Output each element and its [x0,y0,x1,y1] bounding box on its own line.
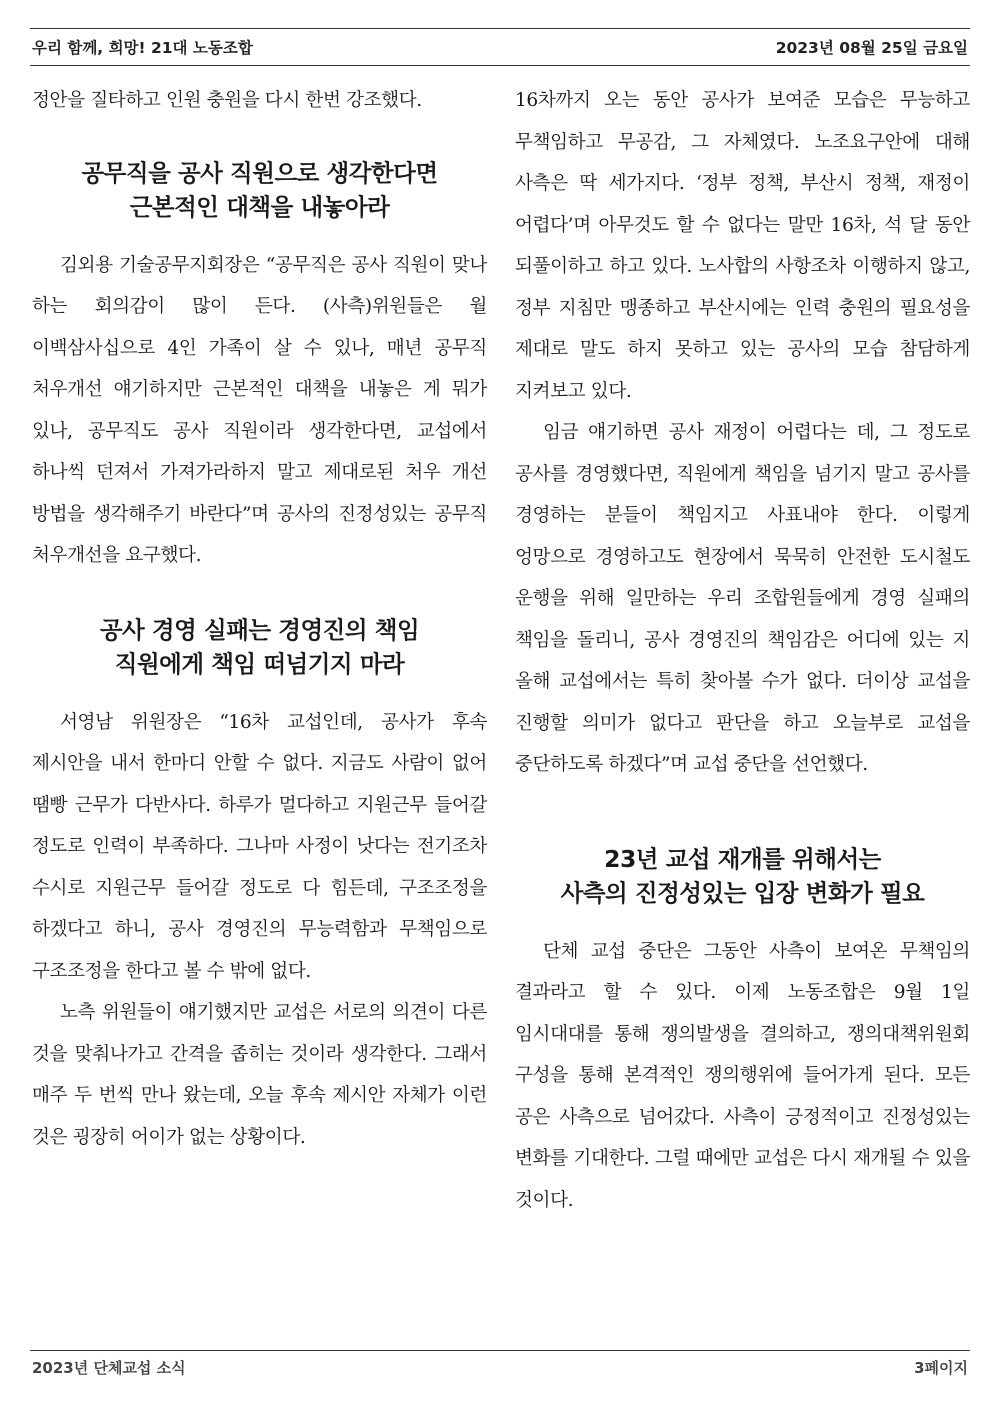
left-column [32,80,487,1350]
article-paragraph: 노측 위원들이 얘기했지만 교섭은 서로의 의견이 다른 것을 맞춰나가고 간격을 좁히는 것이라 생각한다. 그래서 매주 두 번씩 만나 왔는데, 오늘 후속 제시안 자체가 이런 것은 굉장히 어이가 없는 상황이다. [32,1002,487,1148]
heading-line: 23년 교섭 재개를 위해서는 [604,844,881,873]
section-heading-2 [32,613,487,681]
section-heading-1 [32,156,487,224]
article-paragraph: 김외용 기술공무지회장은 “공무직은 공사 직원이 맞나 하는 회의감이 많이 든다. (사측)위원들은 월 이백삼사십으로 4인 가족이 살 수 있나, 매년 공무직 처우개선 얘기하지만 근본적인 대책을 내놓은 게 뭐가 있나, 공무직도 공사 직원이라 생각한다면, 교섭에서 하나씩 던져서 가져가라하지 말고 제대로된 처우 개선 방법을 생각해주기 바란다”며 공사의 진정성있는 공무직 처우개선을 요구했다. [32,254,487,566]
heading-line: 사측의 진정성있는 입장 변화가 필요 [560,878,925,907]
heading-line: 공사 경영 실패는 경영진의 책임 [99,615,420,644]
intro-line: 정안을 질타하고 인원 충원을 다시 한번 강조했다. [32,90,422,111]
article-paragraph: 16차까지 오는 동안 공사가 보여준 모습은 무능하고 무책임하고 무공감, 그 자체였다. 노조요구안에 대해 사측은 딱 세가지다. ‘정부 정책, 부산시 정책, 재정이 어렵다’며 아무것도 할 수 없다는 말만 16차, 석 달 동안 되풀이하고 하고 있다. 노사합의 사항조차 이행하지 않고, 정부 지침만 맹종하고 부산시에는 인력 충원의 필요성을 제대로 말도 하지 못하고 있는 공사의 모습 참담하게 지켜보고 있다. [515,90,970,402]
heading-line: 근본적인 대책을 내놓아라 [129,192,390,221]
heading-line: 공무직을 공사 직원으로 생각한다면 [81,158,438,187]
page-header [30,28,970,66]
section-heading-3 [515,842,970,910]
heading-line: 직원에게 책임 떠넘기지 마라 [114,649,405,678]
issue-date: 2023년 08월 25일 금요일 [775,39,968,57]
right-column [515,80,970,1350]
article-paragraph: 임금 얘기하면 공사 재정이 어렵다는 데, 그 정도로 공사를 경영했다면, 직원에게 책임을 넘기지 말고 공사를 경영하는 분들이 책임지고 사표내야 한다. 이렇게 엉망으로 경영하고도 현장에서 묵묵히 안전한 도시철도 운행을 위해 일만하는 우리 조합원들에게 경영 실패의 책임을 돌리니, 공사 경영진의 책임감은 어디에 있는 지 올해 교섭에서는 특히 찾아볼 수가 없다. 더이상 교섭을 진행할 의미가 없다고 판단을 하고 오늘부로 교섭을 중단하도록 하겠다”며 교섭 중단을 선언했다. [515,422,970,775]
article-paragraph: 서영남 위원장은 “16차 교섭인데, 공사가 후속 제시안을 내서 한마디 안할 수 없다. 지금도 사람이 없어 땜빵 근무가 다반사다. 하루가 멀다하고 지원근무 들어갈 정도로 인력이 부족하다. 그나마 사정이 낫다는 전기조차 수시로 지원근무 들어갈 정도로 다 힘든데, 구조조정을 하겠다고 하니, 공사 경영진의 무능력함과 무책임으로 구조조정을 한다고 볼 수 밖에 없다. [32,711,487,982]
page-footer [30,1350,970,1384]
article-paragraph: 단체 교섭 중단은 그동안 사측이 보여온 무책임의 결과라고 할 수 있다. 이제 노동조합은 9월 1일 임시대대를 통해 쟁의발생을 결의하고, 쟁의대책위원회 구성을 통해 본격적인 쟁의행위에 들어가게 된다. 모든 공은 사측으로 넘어갔다. 사측이 긍정적이고 진정성있는 변화를 기대한다. 그럴 때에만 교섭은 다시 재개될 수 있을 것이다. [515,940,970,1211]
publication-title: 우리 함께, 희망! 21대 노동조합 [32,39,253,57]
newsletter-title: 2023년 단체교섭 소식 [32,1359,186,1377]
page-number: 3페이지 [914,1359,968,1377]
